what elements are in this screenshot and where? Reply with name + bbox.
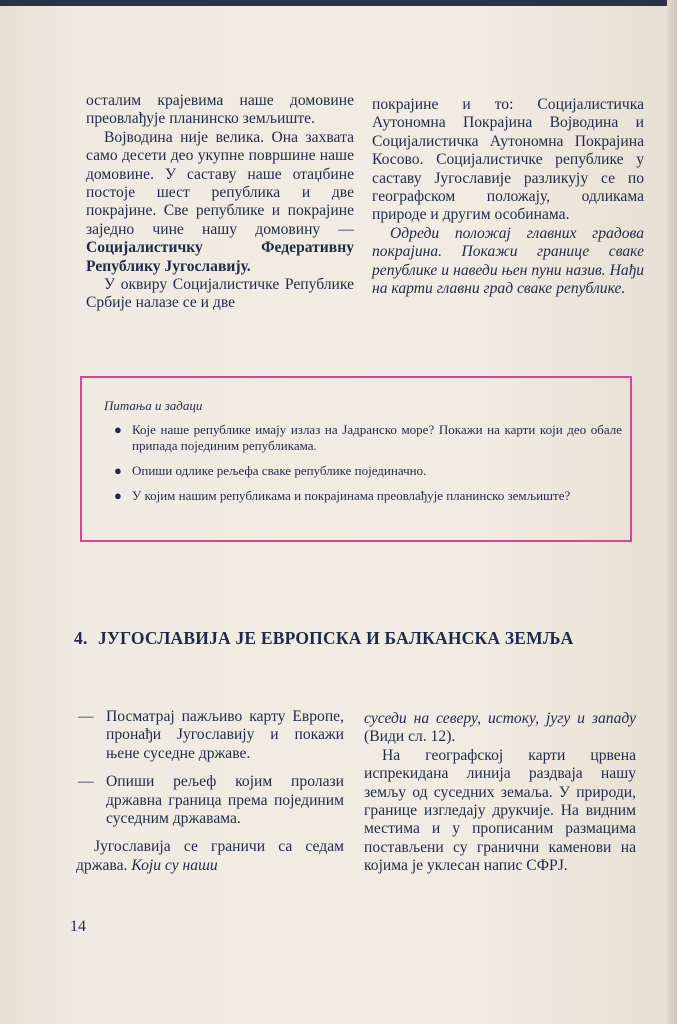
bullet-icon: ● — [114, 422, 122, 437]
italic-text: Који су наши — [131, 856, 218, 874]
top-edge — [0, 0, 677, 6]
text-column-4 — [364, 710, 636, 876]
task-item — [76, 708, 344, 763]
question-item — [106, 422, 622, 454]
section-heading — [74, 628, 594, 649]
question-text: У којим нашим републикама и покрајинама преовлађује планинско земљиште? — [132, 488, 571, 503]
paragraph: покрајине и то: Социјалистичка Аутономна Покрајина Војводина и Социјалистичка Аутономна Покрајина Косово. Социјалистичке републике у саставу Југославије разликују се по географском положају, одликама природе и другим особинама. — [372, 96, 644, 224]
page-number: 14 — [70, 918, 86, 935]
paragraph-text: Војводина није велика. Она захвата само десети део укупне површине наше домовинe. У саставу наше отаџбине постоје шест република и две покрајине. Све републике и покрајине заједно чине нашу домовину — — [86, 128, 354, 238]
paragraph: На географској карти црвена испрекидана линија раздваја нашу земљу од суседних земаља. У природи, границе изгледају друкчије. На видним местима и у прописаним размацима постављени су гранични каменови на којима је уклесан напис СФРЈ. — [364, 746, 636, 875]
dash-marker: — — [78, 708, 94, 725]
section-number: 4. — [74, 628, 88, 648]
paragraph — [364, 710, 636, 747]
bold-text: Социјалистичку Федеративну Републику Југославију. — [86, 239, 354, 275]
italic-text: суседи на северу, истоку, југу и западу — [364, 710, 636, 727]
question-text: Које наше републике имају излаз на Јадранско море? Покажи на карти који део обале припада појединим републикама. — [132, 422, 622, 453]
paragraph — [76, 838, 344, 875]
questions-list — [106, 422, 622, 513]
question-text: Опиши одлике рељефа сваке републике појединачно. — [132, 463, 427, 478]
question-item — [106, 488, 622, 504]
text-column-1 — [86, 92, 354, 313]
paragraph-text: (Види сл. 12). — [364, 728, 456, 746]
questions-title: Питања и задаци — [104, 398, 203, 413]
paragraph: У оквиру Социјалистичке Републике Србије налазе се и две — [86, 276, 354, 312]
questions-box — [80, 376, 632, 542]
task-text: Опиши рељеф којим пролази државна граница према појединим суседним државама. — [106, 773, 344, 828]
paragraph-text: Југославија се граничи са седам држава. — [76, 838, 344, 874]
paragraph: осталим крајевима наше домовине преовлађује планинско земљиште. — [86, 92, 354, 128]
bullet-icon: ● — [114, 488, 122, 503]
dash-marker: — — [78, 773, 94, 791]
paragraph — [86, 129, 354, 276]
task-item — [76, 773, 344, 828]
page-edge — [667, 0, 677, 1024]
task-text: Посматрај пажљиво карту Европе, пронађи Југославију и покажи њене суседне државе. — [106, 708, 344, 762]
task-paragraph: Одреди положај главних градова покрајина. Покажи границе сваке републике и наведи њен пуни назив. Нађи на карти главни град сваке републике. — [372, 224, 644, 298]
text-column-2 — [372, 96, 644, 298]
question-item — [106, 463, 622, 479]
section-title: ЈУГОСЛАВИЈА ЈЕ ЕВРОПСКА И БАЛКАНСКА ЗЕМЉА — [98, 628, 574, 648]
text-column-3 — [76, 708, 344, 875]
bullet-icon: ● — [114, 463, 122, 478]
